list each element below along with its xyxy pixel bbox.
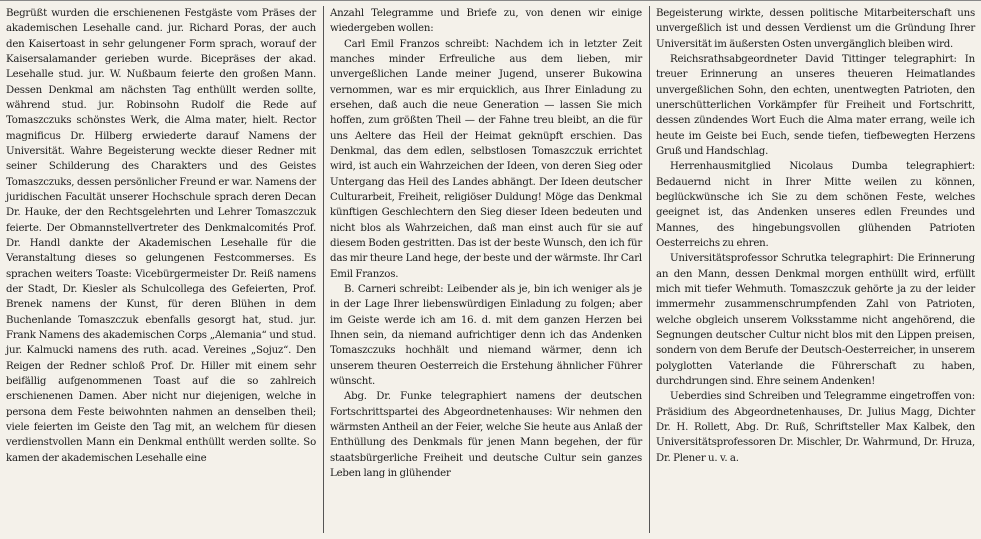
paragraph: Universitätsprofessor Schrutka telegraphirt: Die Erinnerung an den Mann, dessen Denkmal morgen enthüllt wird, erfüllt mich mit tiefer Wehmuth. Tomaszczuk gehörte ja zu der leider immermehr zusammenschrumpfenden Zahl von Patrioten, welche obgleich unserem Volksstamme nicht angehörend, die Segnungen deutscher Cultur nicht blos mit den Lippen preisen, sondern von dem Berufe der Deutsch-Oesterreicher, in unserem polyglotten Vaterlande die Führerschaft zu haben, durchdrungen sind. Ehre seinem Andenken! bbox=[656, 253, 975, 387]
paragraph: Reichsrathsabgeordneter David Tittinger telegraphirt: In treuer Erinnerung an unseres theueren Heimatlandes unvergeßlichen Sohn, den echten, unentwegten Patrioten, den unerschütterlichen Vorkämpfer für Freiheit und Fortschritt, dessen zündendes Wort Euch die Alma mater errang, weile ich heute im Geiste bei Euch, sende tiefen, tiefbewegten Herzens Gruß und Handschlag. bbox=[656, 53, 975, 157]
column-1 bbox=[0, 6, 322, 533]
paragraph: Carl Emil Franzos schreibt: Nachdem ich in letzter Zeit manches minder Erfreuliche aus dem lieben, mir unvergeßlichen Lande meiner Jugend, unserer Bukowina vernommen, war es mir erquicklich, aus Ihrer Einladung zu ersehen, daß auch die neue Generation — lassen Sie mich hoffen, zum größten Theil — der Fahne treu bleibt, an die für uns Aeltere das Heil der Heimat geknüpft erschien. Das Denkmal, das dem edlen, selbstlosen Tomaszczuk errichtet wird, ist auch ein Wahrzeichen der Ideen, von deren Sieg oder Untergang das Heil des Landes abhängt. Der Ideen deutscher Culturarbeit, Freiheit, religiöser Duldung! Möge das Denkmal künftigen Geschlechtern den Sieg dieser Ideen bedeuten und nicht blos als Wahrzeichen, daß man einst auch für sie auf diesem Boden gestritten. Das ist der beste Wunsch, den ich für das mir theure Land hege, der beste und der wärmste. Ihr Carl Emil Franzos. bbox=[330, 38, 642, 280]
column-3 bbox=[650, 6, 981, 533]
paragraph: Begrüßt wurden die erschienenen Festgäste vom Präses der akademischen Lesehalle cand. jur. Richard Poras, der auch den Kaisertoast in sehr gelungener Form sprach, worauf der Kaisersalamander gerieben wurde. Bicepräses der akad. Lesehalle stud. jur. W. Nußbaum feierte den großen Mann. Dessen Denkmal am nächsten Tag enthüllt werden sollte, während stud. jur. Robinsohn Rudolf die Rede auf Tomaszczuks schönstes Werk, die Alma mater, hielt. Rector magnificus Dr. Hilberg erwiederte darauf Namens der Universität. Wahre Begeisterung weckte dieser Redner mit seiner Schilderung des Charakters und des Geistes Tomaszczuks, dessen persönlicher Freund er war. Namens der juridischen Facultät unserer Hochschule sprach deren Decan Dr. Hauke, der den Rechtsgelehrten und Lehrer Tomaszczuk feierte. Der Obmannstellvertreter des Denkmalcomités Prof. Dr. Handl dankte der Akademischen Lesehalle für die Veranstaltung dieses so gelungenen Festcommerses. Es sprachen weiters Toaste: Vicebürgermeister Dr. Reiß namens der Stadt, Dr. Kiesler als Schulcollega des Gefeierten, Prof. Brenek namens der Kunst, für deren Blühen in dem Buchenlande Tomaszczuk ebenfalls gesorgt hat, stud. jur. Frank Namens des akademischen Corps „Alemania“ und stud. jur. Kalmucki namens des ruth. acad. Vereines „Sojuz“. Den Reigen der Redner schloß Prof. Dr. Hiller mit einem sehr beifällig aufgenommenen Toast auf die so zahlreich erschienenen Damen. Aber nicht nur diejenigen, welche in persona dem Feste beiwohnten nahmen an denselben theil; viele feierten im Geiste den Tag mit, an welchem für diesen verdienstvollen Mann ein Denkmal enthüllt werden sollte. So kamen der akademischen Lesehalle eine bbox=[6, 8, 316, 464]
column-2 bbox=[324, 6, 648, 533]
paragraph: B. Carneri schreibt: Leibender als je, bin ich weniger als je in der Lage Ihrer liebenswürdigen Einladung zu folgen; aber im Geiste werde ich am 16. d. mit dem ganzen Herzen bei Ihnen sein, da niemand aufrichtiger denn ich das Andenken Tomaszczuks hochhält und niemand wärmer, denn ich unserem theuren Oesterreich die Erstehung ähnlicher Führer wünscht. bbox=[330, 283, 642, 387]
paragraph: Ueberdies sind Schreiben und Telegramme eingetroffen von: Präsidium des Abgeordnetenhauses, Dr. Julius Magg, Dichter Dr. H. Rollett, Abg. Dr. Ruß, Schriftsteller Max Kalbek, den Universitätsprofessoren Dr. Mischler, Dr. Wahrmund, Dr. Hruza, Dr. Plener u. v. a. bbox=[656, 391, 975, 464]
paragraph: Begeisterung wirkte, dessen politische Mitarbeiterschaft uns unvergeßlich ist und dessen Verdienst um die Gründung Ihrer Universität im äußersten Osten unvergänglich bleiben wird. bbox=[656, 8, 975, 50]
paragraph: Abg. Dr. Funke telegraphiert namens der deutschen Fortschrittspartei des Abgeordnetenhauses: Wir nehmen den wärmsten Antheil an der Feier, welche Sie heute aus Anlaß der Enthüllung des Denkmals für jenen Mann begehen, der für staatsbürgerliche Freiheit und deutsche Cultur sein ganzes Leben lang in glühender bbox=[330, 391, 642, 479]
top-border bbox=[0, 0, 981, 1]
paragraph: Herrenhausmitglied Nicolaus Dumba telegraphiert: Bedauernd nicht in Ihrer Mitte weilen zu können, beglückwünsche ich Sie zu dem schönen Feste, welches geeignet ist, das Andenken unseres edlen Freundes und Mannes, des hingebungsvollen glühenden Patrioten Oesterreichs zu ehren. bbox=[656, 161, 975, 249]
paragraph: Anzahl Telegramme und Briefe zu, von denen wir einige wiedergeben wollen: bbox=[330, 8, 642, 35]
